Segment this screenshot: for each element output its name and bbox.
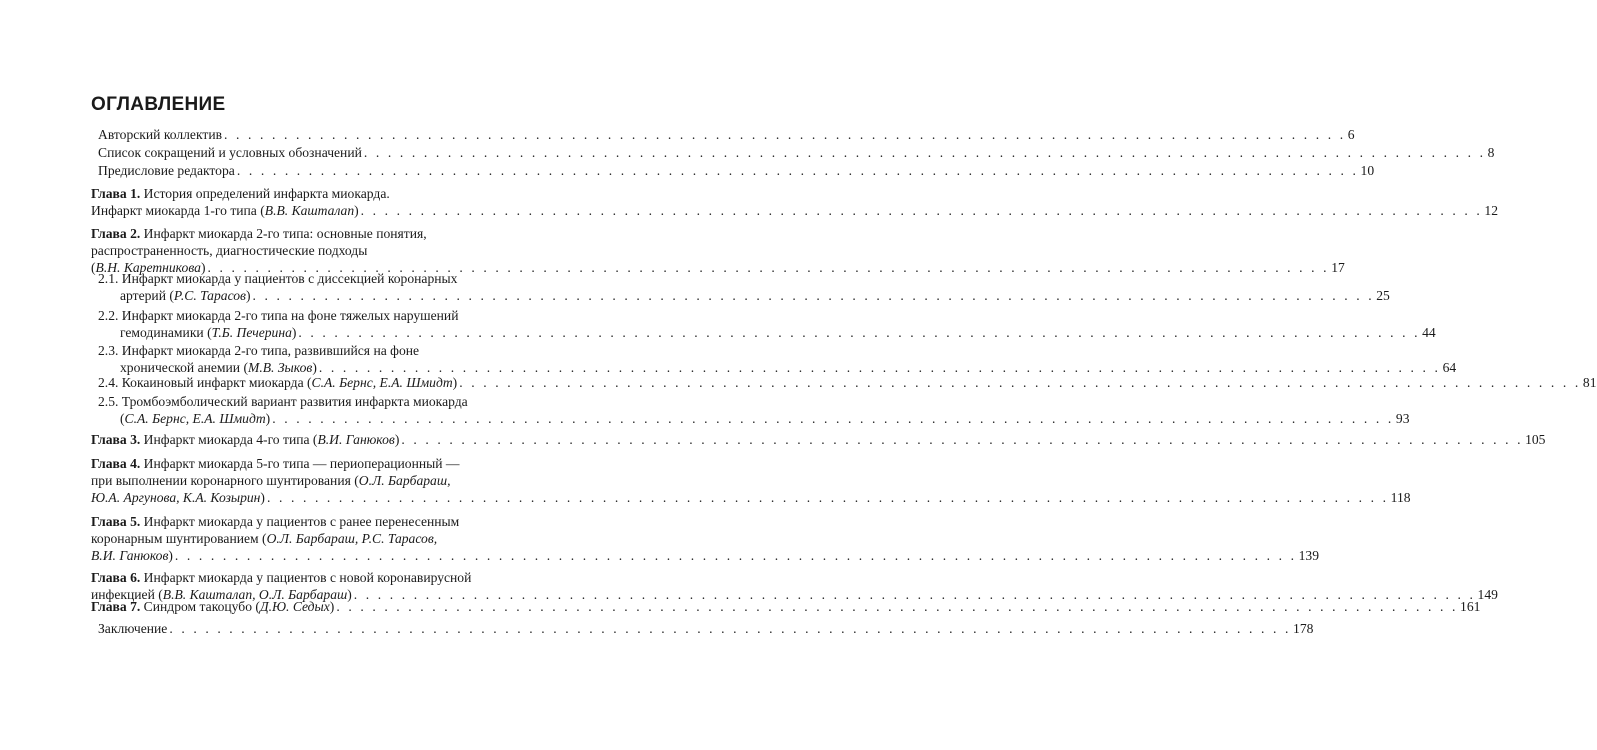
chapter-label: Глава 1. — [91, 186, 141, 201]
entry-title: Список сокращений и условных обозначений — [98, 145, 362, 160]
close-paren: ) — [265, 411, 271, 426]
entry-title: Заключение — [98, 621, 168, 636]
page-number: 64 — [1442, 360, 1457, 375]
entry-title: Синдром такоцубо ( — [140, 599, 260, 614]
close-paren: ) — [168, 548, 173, 563]
toc-chapter-1[interactable] — [91, 185, 1498, 219]
toc-chapter-2[interactable] — [91, 225, 1345, 276]
author-names: О.Л. Барбараш, Р.С. Тарасов, — [266, 531, 438, 546]
entry-title: Инфаркт миокарда 2-го типа: основные понятия, — [140, 226, 427, 241]
page-number: 25 — [1376, 288, 1390, 303]
leader-dots: . . . . . . . . . . . . . . . . . . . . . . . . . . . . . . . . . . . . . . . . . . . . . . . . . . . . . . . . . . . . . . . . . . . . . . . . . . . . . . . . . . . . . . . . . . . . . . — [360, 203, 1483, 218]
page-title: ОГЛАВЛЕНИЕ — [91, 94, 226, 115]
chapter-label: Глава 2. — [91, 226, 141, 241]
toc-section-2-4[interactable] — [98, 374, 1597, 391]
leader-dots: . . . . . . . . . . . . . . . . . . . . . . . . . . . . . . . . . . . . . . . . . . . . . . . . . . . . . . . . . . . . . . . . . . . . . . . . . . . . . . . . . . . . . . . . . . . . . . — [318, 360, 1441, 375]
chapter-label: Глава 4. — [91, 456, 141, 471]
leader-dots: . . . . . . . . . . . . . . . . . . . . . . . . . . . . . . . . . . . . . . . . . . . . . . . . . . . . . . . . . . . . . . . . . . . . . . . . . . . . . . . . . . . . . . . . . . . . . . — [252, 288, 1375, 303]
page-number: 93 — [1395, 411, 1410, 426]
page-number: 44 — [1422, 325, 1436, 340]
toc-entry[interactable] — [98, 620, 1314, 637]
chapter-label: Глава 3. — [91, 432, 141, 447]
close-paren: ) — [354, 203, 359, 218]
entry-title: Авторский коллектив — [98, 127, 223, 142]
leader-dots: . . . . . . . . . . . . . . . . . . . . . . . . . . . . . . . . . . . . . . . . . . . . . . . . . . . . . . . . . . . . . . . . . . . . . . . . . . . . . . . . . . . . . . . . . . . . . . — [266, 490, 1389, 505]
entry-title-cont: гемодинамики ( — [120, 325, 212, 340]
author-names: Д.Ю. Седых — [259, 599, 330, 614]
author-names: Т.Б. Печерина — [211, 325, 292, 340]
page-number: 81 — [1582, 375, 1597, 390]
entry-title: История определений инфаркта миокарда. — [140, 186, 390, 201]
author-names: С.А. Бернс, Е.А. Шмидт — [311, 375, 453, 390]
author-names-cont: В.И. Ганюков — [91, 548, 169, 563]
open-paren: ( — [120, 411, 125, 426]
page-number: 105 — [1525, 432, 1546, 447]
toc-section-2-1[interactable] — [98, 270, 1390, 304]
toc-chapter-7[interactable] — [91, 598, 1481, 615]
page-number: 17 — [1331, 260, 1345, 275]
toc-chapter-5[interactable] — [91, 513, 1320, 564]
leader-dots: . . . . . . . . . . . . . . . . . . . . . . . . . . . . . . . . . . . . . . . . . . . . . . . . . . . . . . . . . . . . . . . . . . . . . . . . . . . . . . . . . . . . . . . . . . . . . . — [207, 260, 1330, 275]
entry-title: Предисловие редактора — [98, 163, 235, 178]
entry-title: Инфаркт миокарда у пациентов с ранее перенесенным — [140, 514, 460, 529]
leader-dots: . . . . . . . . . . . . . . . . . . . . . . . . . . . . . . . . . . . . . . . . . . . . . . . . . . . . . . . . . . . . . . . . . . . . . . . . . . . . . . . . . . . . . . . . . . . . . . — [363, 145, 1486, 160]
entry-title-cont: распространенность, диагностические подходы — [91, 243, 368, 258]
entry-title-cont: хронической анемии ( — [120, 360, 248, 375]
leader-dots: . . . . . . . . . . . . . . . . . . . . . . . . . . . . . . . . . . . . . . . . . . . . . . . . . . . . . . . . . . . . . . . . . . . . . . . . . . . . . . . . . . . . . . . . . . . . . . — [336, 599, 1459, 614]
author-names: О.Л. Барбараш, — [358, 473, 451, 488]
close-paren: ) — [200, 260, 206, 275]
page-number: 118 — [1390, 490, 1411, 505]
page-number: 139 — [1298, 548, 1320, 563]
leader-dots: . . . . . . . . . . . . . . . . . . . . . . . . . . . . . . . . . . . . . . . . . . . . . . . . . . . . . . . . . . . . . . . . . . . . . . . . . . . . . . . . . . . . . . . . . . . . . . — [353, 587, 1476, 602]
page-number: 6 — [1347, 127, 1355, 142]
toc-section-2-5[interactable] — [98, 393, 1410, 427]
entry-title: Инфаркт миокарда у пациентов с новой коронавирусной — [140, 570, 472, 585]
author-names: М.В. Зыков — [248, 360, 313, 375]
entry-title: 2.2. Инфаркт миокарда 2-го типа на фоне тяжелых нарушений — [98, 308, 459, 323]
leader-dots: . . . . . . . . . . . . . . . . . . . . . . . . . . . . . . . . . . . . . . . . . . . . . . . . . . . . . . . . . . . . . . . . . . . . . . . . . . . . . . . . . . . . . . . . . . . . . . — [236, 163, 1359, 178]
toc-chapter-3[interactable] — [91, 431, 1546, 448]
toc-chapter-4[interactable] — [91, 455, 1411, 506]
open-paren: ( — [91, 260, 96, 275]
toc-entry[interactable] — [98, 126, 1355, 143]
close-paren: ) — [291, 325, 297, 340]
leader-dots: . . . . . . . . . . . . . . . . . . . . . . . . . . . . . . . . . . . . . . . . . . . . . . . . . . . . . . . . . . . . . . . . . . . . . . . . . . . . . . . . . . . . . . . . . . . . . . — [174, 548, 1297, 563]
entry-title-cont: инфекцией ( — [91, 587, 163, 602]
entry-title-cont: Инфаркт миокарда 1-го типа ( — [91, 203, 265, 218]
chapter-label: Глава 5. — [91, 514, 141, 529]
close-paren: ) — [452, 375, 458, 390]
leader-dots: . . . . . . . . . . . . . . . . . . . . . . . . . . . . . . . . . . . . . . . . . . . . . . . . . . . . . . . . . . . . . . . . . . . . . . . . . . . . . . . . . . . . . . . . . . . . . . — [459, 375, 1581, 390]
entry-title-cont: при выполнении коронарного шунтирования ( — [91, 473, 359, 488]
entry-title-cont: коронарным шунтированием ( — [91, 531, 267, 546]
page-number: 178 — [1293, 621, 1314, 636]
toc-section-2-2[interactable] — [98, 307, 1436, 341]
entry-title-cont: артерий ( — [120, 288, 174, 303]
entry-title: 2.3. Инфаркт миокарда 2-го типа, развившийся на фоне — [98, 343, 420, 358]
close-paren: ) — [260, 490, 265, 505]
page-number: 161 — [1460, 599, 1481, 614]
entry-title: 2.1. Инфаркт миокарда у пациентов с диссекцией коронарных — [98, 271, 458, 286]
entry-title: Инфаркт миокарда 5-го типа — периоперационный — — [140, 456, 460, 471]
author-names: В.В. Кашталап — [264, 203, 355, 218]
leader-dots: . . . . . . . . . . . . . . . . . . . . . . . . . . . . . . . . . . . . . . . . . . . . . . . . . . . . . . . . . . . . . . . . . . . . . . . . . . . . . . . . . . . . . . . . . . . . . . — [272, 411, 1394, 426]
chapter-label: Глава 6. — [91, 570, 141, 585]
page-number: 8 — [1487, 145, 1495, 160]
author-names: Р.С. Тарасов — [173, 288, 246, 303]
close-paren: ) — [394, 432, 400, 447]
leader-dots: . . . . . . . . . . . . . . . . . . . . . . . . . . . . . . . . . . . . . . . . . . . . . . . . . . . . . . . . . . . . . . . . . . . . . . . . . . . . . . . . . . . . . . . . . . . . . . — [224, 127, 1346, 142]
close-paren: ) — [312, 360, 317, 375]
author-names: С.А. Бернс, Е.А. Шмидт — [124, 411, 266, 426]
author-names: В.Н. Каретникова — [95, 260, 201, 275]
close-paren: ) — [329, 599, 335, 614]
leader-dots: . . . . . . . . . . . . . . . . . . . . . . . . . . . . . . . . . . . . . . . . . . . . . . . . . . . . . . . . . . . . . . . . . . . . . . . . . . . . . . . . . . . . . . . . . . . . . . — [169, 621, 1292, 636]
author-names: В.В. Кашталап, О.Л. Барбараш — [162, 587, 348, 602]
entry-title: 2.5. Тромбоэмболический вариант развития инфаркта миокарда — [98, 394, 468, 409]
toc-section-2-3[interactable] — [98, 342, 1457, 376]
author-names-cont: Ю.А. Аргунова, К.А. Козырин — [91, 490, 261, 505]
entry-title: Инфаркт миокарда 4-го типа ( — [140, 432, 318, 447]
toc-entry[interactable] — [98, 162, 1375, 179]
page-number: 149 — [1477, 587, 1498, 602]
page-number: 10 — [1360, 163, 1375, 178]
close-paren: ) — [347, 587, 352, 602]
leader-dots: . . . . . . . . . . . . . . . . . . . . . . . . . . . . . . . . . . . . . . . . . . . . . . . . . . . . . . . . . . . . . . . . . . . . . . . . . . . . . . . . . . . . . . . . . . . . . . — [298, 325, 1421, 340]
toc-entry[interactable] — [98, 144, 1495, 161]
close-paren: ) — [245, 288, 251, 303]
leader-dots: . . . . . . . . . . . . . . . . . . . . . . . . . . . . . . . . . . . . . . . . . . . . . . . . . . . . . . . . . . . . . . . . . . . . . . . . . . . . . . . . . . . . . . . . . . . . . . — [401, 432, 1524, 447]
page-number: 12 — [1484, 203, 1498, 218]
author-names: В.И. Ганюков — [317, 432, 395, 447]
chapter-label: Глава 7. — [91, 599, 141, 614]
entry-title: 2.4. Кокаиновый инфаркт миокарда ( — [98, 375, 312, 390]
